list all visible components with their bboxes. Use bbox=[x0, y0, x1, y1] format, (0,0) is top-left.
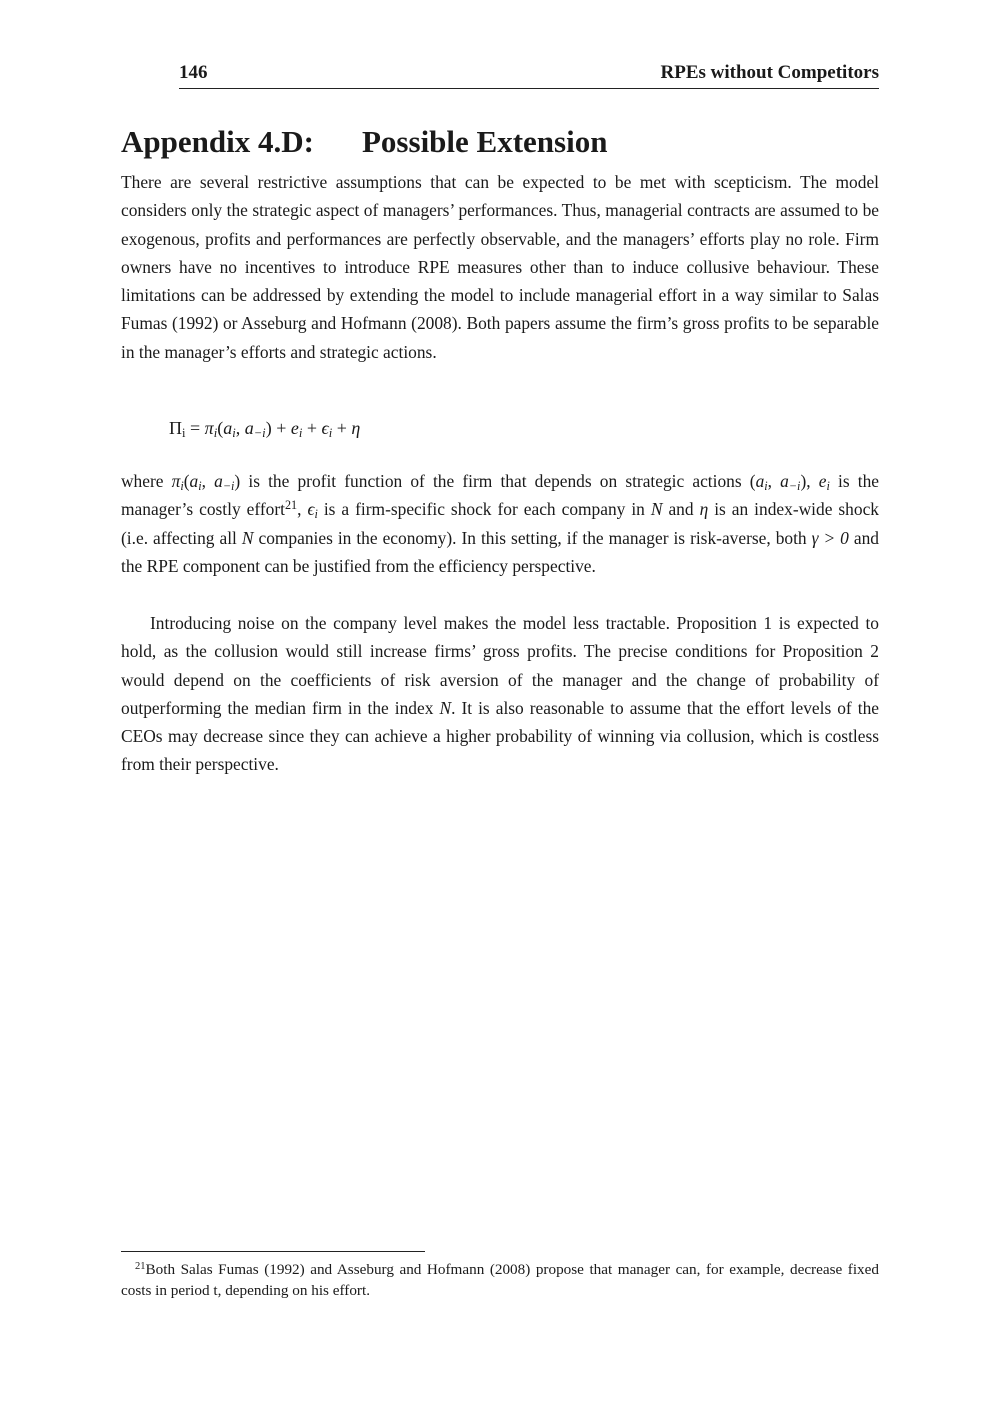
p2-t4: is the manager’s costly effort bbox=[121, 471, 879, 520]
eq-epsilon: ϵ bbox=[321, 418, 329, 438]
p2-eta: η bbox=[699, 499, 709, 520]
eq-e: e bbox=[290, 418, 299, 438]
p2-actions-close: ) bbox=[800, 471, 807, 491]
p2-t2: is the profit function of the firm that depends on strategic actions bbox=[240, 471, 750, 491]
eq-open: ( bbox=[217, 418, 224, 438]
p2-N1: N bbox=[650, 499, 663, 520]
p2-a2-sub: −i bbox=[222, 479, 235, 494]
section-title: Possible Extension bbox=[362, 124, 608, 159]
eq-eta: η bbox=[351, 418, 361, 438]
p2-epsilon-sub: i bbox=[314, 507, 318, 522]
eq-close: ) bbox=[265, 418, 272, 438]
page-number: 146 bbox=[179, 62, 208, 83]
p2-comma2: , bbox=[767, 471, 781, 491]
footnote-rule bbox=[121, 1251, 425, 1252]
eq-e-sub: i bbox=[298, 426, 303, 441]
eq-pi-sub: i bbox=[213, 426, 218, 441]
footnote-21 bbox=[121, 1256, 879, 1301]
p2-a1-sub: i bbox=[198, 479, 202, 494]
p2-open: ( bbox=[183, 471, 190, 491]
eq-a2-sub: −i bbox=[253, 426, 266, 441]
eq-plus1: + bbox=[271, 418, 291, 438]
p2-t5: , bbox=[297, 499, 308, 520]
eq-a1: a bbox=[223, 418, 233, 438]
p2-N2: N bbox=[241, 527, 254, 548]
p2-comma: , bbox=[201, 471, 215, 491]
eq-lhs-sub: i bbox=[182, 426, 186, 441]
paragraph-definitions bbox=[121, 467, 879, 580]
p2-t10: and the RPE component can be justified from the efficiency perspective. bbox=[121, 527, 879, 576]
p2-t8: is an index-wide shock (i.e. affecting all bbox=[121, 499, 879, 548]
p2-a4-sub: −i bbox=[788, 479, 801, 494]
paragraph-noise bbox=[121, 609, 879, 779]
p2-t6: is a firm-specific shock for each company in bbox=[317, 499, 651, 520]
eq-epsilon-sub: i bbox=[328, 426, 333, 441]
eq-lhs: Π bbox=[169, 418, 182, 438]
eq-plus2: + bbox=[302, 418, 322, 438]
p2-epsilon: ϵ bbox=[307, 499, 315, 520]
p2-pi-sub: i bbox=[180, 479, 184, 494]
eq-equals: = bbox=[185, 418, 205, 438]
p2-t3: , bbox=[806, 471, 819, 491]
p2-gamma: γ > 0 bbox=[811, 527, 849, 548]
p2-actions-open: ( bbox=[749, 471, 756, 491]
p2-a3-sub: i bbox=[764, 479, 768, 494]
p2-t9: companies in the economy). In this setting, if the manager is risk-averse, both bbox=[253, 527, 812, 548]
p3-t1: Introducing noise on the company level makes the model less tractable. Proposition 1 is expected to hold, as the collusion would still increase firms’ gross profits. The precise conditions for Proposition 2 would depend on the coefficients of risk aversion of the manager and the change of probability of outperforming the median firm in the index bbox=[121, 613, 879, 718]
eq-plus3: + bbox=[332, 418, 352, 438]
p2-e-sub: i bbox=[826, 479, 830, 494]
p2-a2: a bbox=[214, 471, 223, 491]
eq-a2: a bbox=[244, 418, 254, 438]
p2-a4: a bbox=[780, 471, 789, 491]
p2-e: e bbox=[818, 471, 827, 491]
eq-comma: , bbox=[235, 418, 245, 438]
p2-a1: a bbox=[189, 471, 199, 491]
p2-t1: where bbox=[121, 471, 172, 491]
p2-pi: π bbox=[171, 471, 181, 491]
section-number: Appendix 4.D: bbox=[121, 124, 314, 159]
p3-t2: . It is also reasonable to assume that the effort levels of the CEOs may decrease since they can achieve a higher probability of winning via collusion, which is costless from their perspective. bbox=[121, 697, 879, 775]
eq-pi: π bbox=[204, 418, 214, 438]
p3-N: N bbox=[439, 697, 452, 718]
footnote-text: Both Salas Fumas (1992) and Asseburg and Hofmann (2008) propose that manager can, for example, decrease fixed costs in period t, depending on his effort. bbox=[121, 1261, 879, 1299]
eq-a1-sub: i bbox=[232, 426, 236, 441]
running-header bbox=[179, 62, 879, 89]
paragraph-intro: There are several restrictive assumptions that can be expected to be met with scepticism. The model considers only the strategic aspect of managers’ performances. Thus, managerial contracts are assumed to be exogenous, profits and performances are perfectly observable, and the managers’ efforts play no role. Firm owners have no incentives to introduce RPE measures other than to induce collusive behaviour. These limitations can be addressed by extending the model to include managerial effort in a way similar to Salas Fumas (1992) or Asseburg and Hofmann (2008). Both papers assume the firm’s gross profits to be separable in the manager’s efforts and strategic actions. bbox=[121, 172, 879, 362]
p2-a3: a bbox=[755, 471, 765, 491]
running-title: RPEs without Competitors bbox=[660, 62, 879, 83]
section-heading bbox=[121, 122, 607, 162]
footnote-ref-21[interactable]: 21 bbox=[284, 498, 298, 513]
p2-close: ) bbox=[234, 471, 241, 491]
footnote-mark: 21 bbox=[135, 1261, 146, 1272]
profit-equation bbox=[169, 418, 360, 439]
p2-t7: and bbox=[662, 499, 700, 520]
